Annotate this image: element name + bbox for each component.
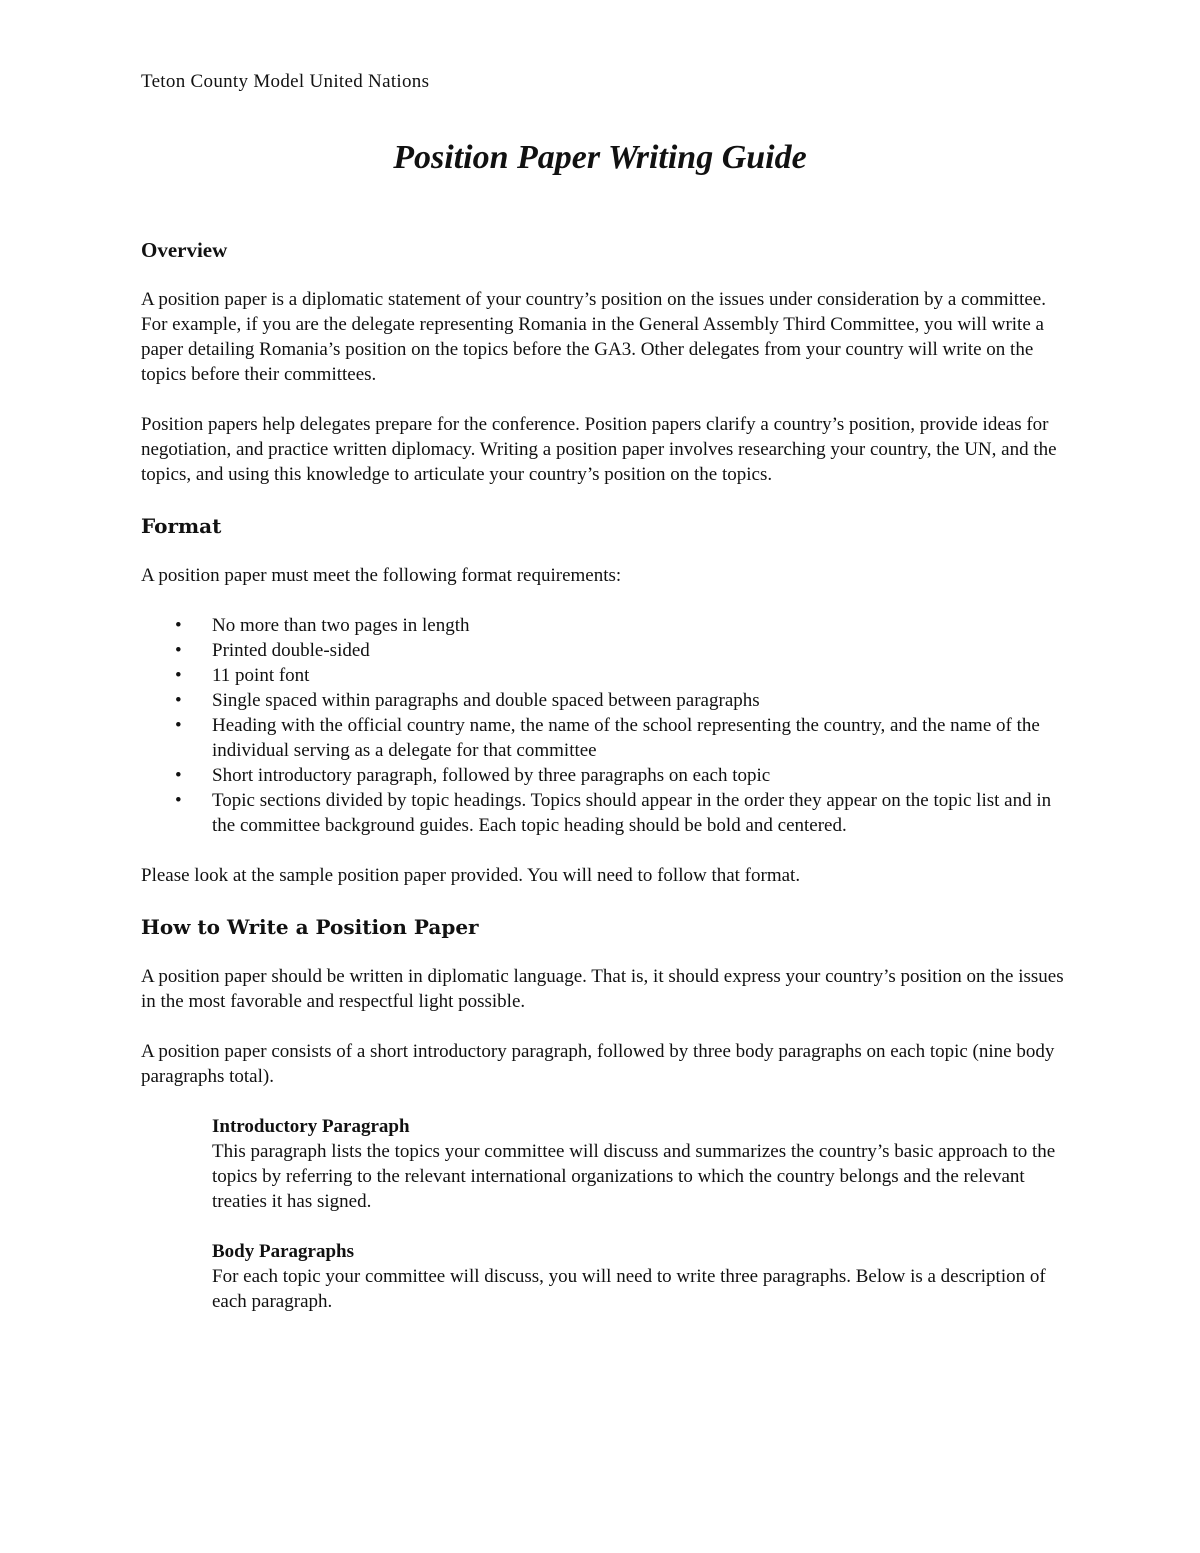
body-paragraphs-text: For each topic your committee will discuss, you will need to write three paragraphs. Below is a description of each paragraph.: [212, 1266, 1046, 1312]
how-to-paragraph-2: A position paper consists of a short introductory paragraph, followed by three body paragraphs on each topic (nine body paragraphs total).: [141, 1041, 1055, 1087]
bullet-icon: •: [175, 790, 182, 811]
list-item: [141, 638, 1066, 663]
requirement-text: Single spaced within paragraphs and double spaced between paragraphs: [212, 690, 760, 711]
overview-heading: Overview: [141, 238, 228, 262]
introductory-paragraph-section: [141, 1114, 1066, 1214]
body-paragraphs-section: [141, 1239, 1066, 1314]
introductory-text: This paragraph lists the topics your committee will discuss and summarizes the country’s basic approach to the topics by referring to the relevant international organizations to which the country belongs and the relevant treaties it has signed.: [212, 1141, 1056, 1212]
body-paragraphs-heading: Body Paragraphs: [212, 1241, 354, 1262]
format-intro: A position paper must meet the following format requirements:: [141, 565, 622, 586]
how-to-heading: How to Write a Position Paper: [141, 915, 479, 939]
bullet-icon: •: [175, 765, 182, 786]
list-item: [141, 763, 1066, 788]
overview-paragraph-1: A position paper is a diplomatic statement of your country’s position on the issues under consideration by a committee. For example, if you are the delegate representing Romania in the General Assembly Third Committee, you will write a paper detailing Romania’s position on the topics before the GA3. Other delegates from your country will write on the topics before their committees.: [141, 289, 1046, 385]
list-item: [141, 788, 1066, 838]
format-heading: Format: [141, 514, 222, 538]
list-item: [141, 713, 1066, 763]
format-requirements-list: [141, 613, 1066, 838]
requirement-text: Topic sections divided by topic headings. Topics should appear in the order they appear on the topic list and in the committee background guides. Each topic heading should be bold and centered.: [212, 790, 1052, 836]
bullet-icon: •: [175, 665, 182, 686]
list-item: [141, 688, 1066, 713]
how-to-paragraph-1: A position paper should be written in diplomatic language. That is, it should express your country’s position on the issues in the most favorable and respectful light possible.: [141, 966, 1064, 1012]
requirement-text: No more than two pages in length: [212, 615, 470, 636]
bullet-icon: •: [175, 640, 182, 661]
document-body: [141, 236, 1066, 1314]
list-item: [141, 663, 1066, 688]
bullet-icon: •: [175, 715, 182, 736]
introductory-heading: Introductory Paragraph: [212, 1116, 410, 1137]
format-closing: Please look at the sample position paper provided. You will need to follow that format.: [141, 865, 801, 886]
requirement-text: 11 point font: [212, 665, 310, 686]
bullet-icon: •: [175, 690, 182, 711]
overview-paragraph-2: Position papers help delegates prepare for the conference. Position papers clarify a country’s position, provide ideas for negotiation, and practice written diplomacy. Writing a position paper involves researching your country, the UN, and the topics, and using this knowledge to articulate your country’s position on the topics.: [141, 414, 1057, 485]
bullet-icon: •: [175, 615, 182, 636]
running-header: Teton County Model United Nations: [141, 71, 430, 92]
requirement-text: Heading with the official country name, the name of the school representing the country, and the name of the individual serving as a delegate for that committee: [212, 715, 1040, 761]
requirement-text: Printed double-sided: [212, 640, 370, 661]
list-item: [141, 613, 1066, 638]
requirement-text: Short introductory paragraph, followed by three paragraphs on each topic: [212, 765, 771, 786]
document-title: Position Paper Writing Guide: [393, 139, 807, 176]
